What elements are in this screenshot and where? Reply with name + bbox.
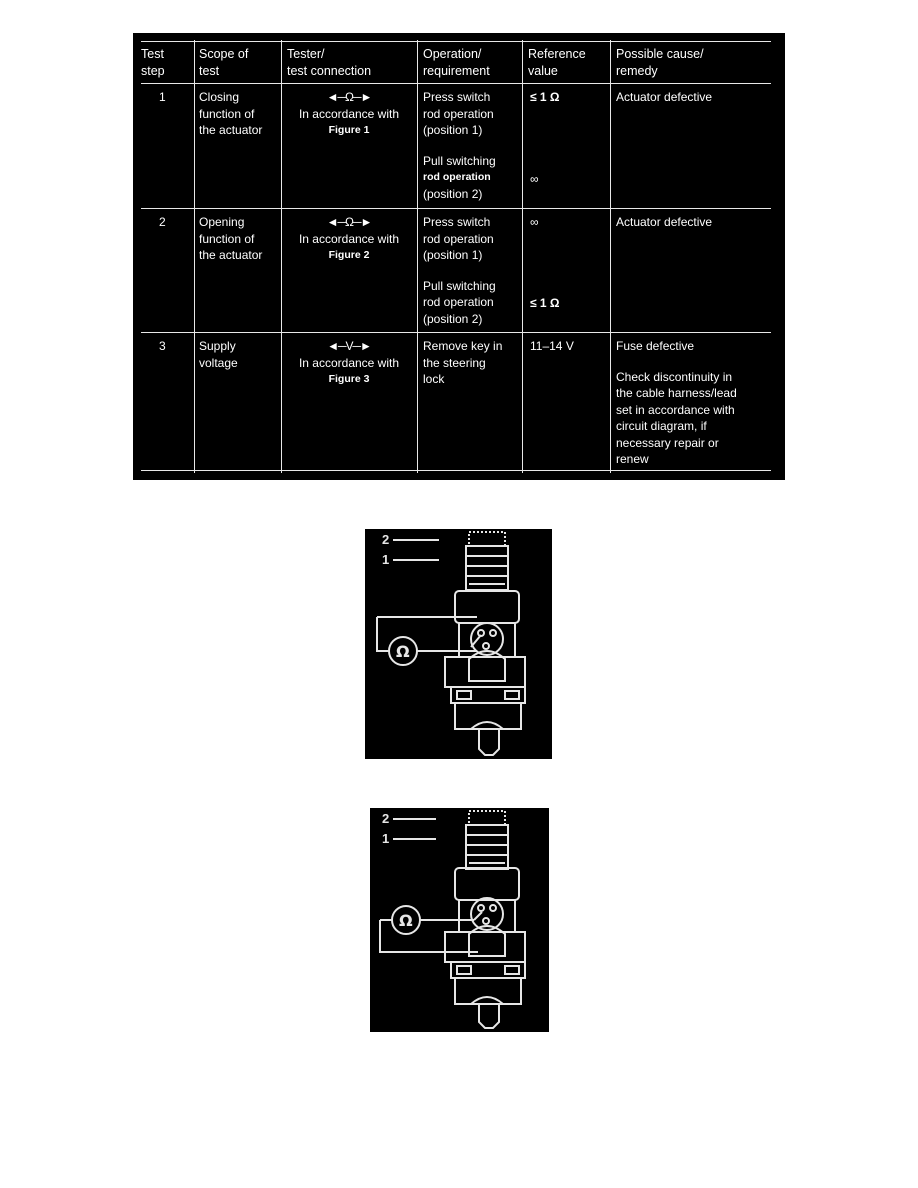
row-3-operation: Remove key in the steering lock (423, 339, 503, 386)
label-2: 2 (382, 532, 390, 547)
header-operation: Operation/ requirement (423, 47, 490, 78)
row-2-step: 2 (159, 215, 166, 229)
actuator-body-icon (445, 868, 525, 1028)
row-divider (141, 83, 771, 84)
header-scope: Scope of test (199, 47, 249, 78)
actuator-body-icon (445, 591, 525, 755)
row-divider (141, 208, 771, 209)
row-1-scope: Closing function of the actuator (199, 90, 263, 137)
header-reference: Reference value (528, 47, 586, 78)
test-table (133, 33, 785, 480)
column-divider (522, 40, 523, 473)
row-2-tester: ◄─Ω─► In accordance with Figure 2 (298, 215, 400, 261)
column-divider (194, 40, 195, 473)
row-2-ref-a: ∞ (530, 215, 539, 229)
column-divider (281, 40, 282, 473)
ohm-symbol: Ω (399, 911, 413, 930)
switch-rod-icon (466, 811, 508, 869)
row-2-scope: Opening function of the actuator (199, 215, 263, 262)
row-1-ref-b: ∞ (530, 172, 539, 186)
actuator-figure-2 (370, 808, 549, 1032)
column-divider (417, 40, 418, 473)
ohmmeter-icon (380, 906, 482, 952)
row-2-cause: Actuator defective (616, 215, 713, 229)
row-3-ref: 11–14 V (530, 339, 574, 353)
header-cause: Possible cause/ remedy (616, 47, 704, 78)
ohmmeter-symbol-icon: ◄─Ω─► (326, 90, 372, 104)
row-1-operation: Press switch rod operation (position 1) Pull switching rod operation (position 2) (423, 90, 496, 201)
label-1: 1 (382, 831, 390, 846)
voltmeter-symbol-icon: ◄─V─► (327, 339, 371, 353)
actuator-figure-1 (365, 529, 552, 759)
row-3-scope: Supply voltage (199, 339, 238, 370)
header-tester: Tester/ test connection (287, 47, 372, 78)
row-divider (141, 41, 771, 42)
switch-rod-icon (466, 532, 508, 590)
row-2-operation: Press switch rod operation (position 1) Pull switching rod operation (position 2) (423, 215, 496, 326)
label-2: 2 (382, 811, 390, 826)
column-divider (610, 40, 611, 473)
row-3-cause: Fuse defective Check discontinuity in the cable harness/lead set in accordance with circuit diagram, if necessary repair or renew (616, 339, 737, 466)
header-test-step: Test step (141, 47, 165, 78)
row-1-tester: ◄─Ω─► In accordance with Figure 1 (298, 90, 400, 136)
row-divider (141, 470, 771, 471)
row-1-step: 1 (159, 90, 166, 104)
ohm-symbol: Ω (396, 642, 410, 661)
row-3-step: 3 (159, 339, 166, 353)
row-divider (141, 332, 771, 333)
row-3-tester: ◄─V─► In accordance with Figure 3 (298, 339, 400, 385)
label-1: 1 (382, 552, 390, 567)
row-1-cause: Actuator defective (616, 90, 713, 104)
ohmmeter-symbol-icon: ◄─Ω─► (326, 215, 372, 229)
row-1-ref-a: ≤ 1 Ω (530, 90, 560, 104)
row-2-ref-b: ≤ 1 Ω (530, 296, 560, 310)
